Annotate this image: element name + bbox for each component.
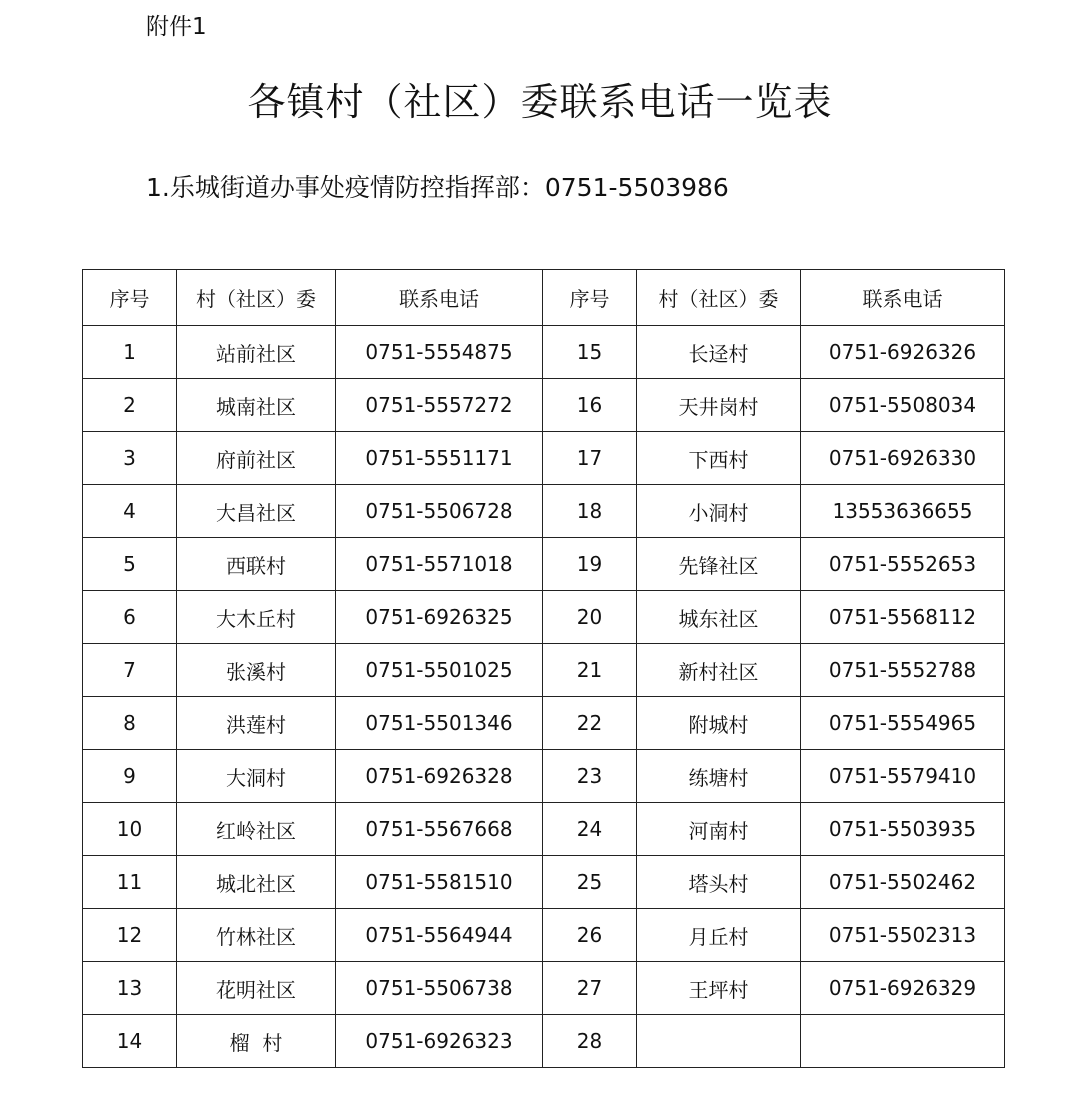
phone-cell: 0751-5564944 <box>336 909 543 962</box>
index-cell: 16 <box>543 379 637 432</box>
phone-cell: 0751-5551171 <box>336 432 543 485</box>
committee-cell: 府前社区 <box>177 432 336 485</box>
header-phone-left: 联系电话 <box>336 270 543 326</box>
index-cell: 12 <box>83 909 177 962</box>
phone-cell: 13553636655 <box>801 485 1005 538</box>
index-cell: 26 <box>543 909 637 962</box>
committee-cell: 站前社区 <box>177 326 336 379</box>
phone-cell: 0751-5571018 <box>336 538 543 591</box>
committee-cell: 大昌社区 <box>177 485 336 538</box>
phone-cell: 0751-5552788 <box>801 644 1005 697</box>
committee-cell: 小洞村 <box>637 485 801 538</box>
phone-cell: 0751-5568112 <box>801 591 1005 644</box>
committee-cell: 塔头村 <box>637 856 801 909</box>
index-cell: 3 <box>83 432 177 485</box>
committee-cell: 榴 村 <box>177 1015 336 1068</box>
index-cell: 19 <box>543 538 637 591</box>
table-row <box>83 591 1005 644</box>
phone-cell: 0751-5579410 <box>801 750 1005 803</box>
phone-cell: 0751-5502462 <box>801 856 1005 909</box>
index-cell: 11 <box>83 856 177 909</box>
phone-cell: 0751-5581510 <box>336 856 543 909</box>
phone-cell: 0751-5567668 <box>336 803 543 856</box>
contact-table <box>82 269 1005 1068</box>
index-cell: 2 <box>83 379 177 432</box>
table-row <box>83 750 1005 803</box>
committee-cell: 天井岗村 <box>637 379 801 432</box>
index-cell: 18 <box>543 485 637 538</box>
header-index-right: 序号 <box>543 270 637 326</box>
phone-cell: 0751-5501025 <box>336 644 543 697</box>
index-cell: 20 <box>543 591 637 644</box>
index-cell: 14 <box>83 1015 177 1068</box>
phone-cell: 0751-5554965 <box>801 697 1005 750</box>
committee-cell: 先锋社区 <box>637 538 801 591</box>
index-cell: 8 <box>83 697 177 750</box>
index-cell: 15 <box>543 326 637 379</box>
index-cell: 27 <box>543 962 637 1015</box>
phone-cell: 0751-6926328 <box>336 750 543 803</box>
committee-cell: 王坪村 <box>637 962 801 1015</box>
command-hotline: 1.乐城街道办事处疫情防控指挥部：0751-5503986 <box>146 173 729 202</box>
phone-cell: 0751-5503935 <box>801 803 1005 856</box>
table-row <box>83 432 1005 485</box>
committee-cell: 月丘村 <box>637 909 801 962</box>
table-row <box>83 803 1005 856</box>
table-row <box>83 379 1005 432</box>
phone-cell: 0751-5502313 <box>801 909 1005 962</box>
index-cell: 1 <box>83 326 177 379</box>
index-cell: 22 <box>543 697 637 750</box>
index-cell: 24 <box>543 803 637 856</box>
committee-cell: 大木丘村 <box>177 591 336 644</box>
table-row <box>83 856 1005 909</box>
table-row <box>83 485 1005 538</box>
phone-cell <box>801 1015 1005 1068</box>
index-cell: 21 <box>543 644 637 697</box>
phone-cell: 0751-6926329 <box>801 962 1005 1015</box>
phone-cell: 0751-5552653 <box>801 538 1005 591</box>
table-row <box>83 962 1005 1015</box>
committee-cell: 红岭社区 <box>177 803 336 856</box>
header-committee-right: 村（社区）委 <box>637 270 801 326</box>
committee-cell: 附城村 <box>637 697 801 750</box>
index-cell: 9 <box>83 750 177 803</box>
phone-cell: 0751-5501346 <box>336 697 543 750</box>
phone-cell: 0751-6926326 <box>801 326 1005 379</box>
table-row <box>83 644 1005 697</box>
table-row <box>83 538 1005 591</box>
committee-cell: 张溪村 <box>177 644 336 697</box>
index-cell: 23 <box>543 750 637 803</box>
table-body <box>83 326 1005 1068</box>
committee-cell: 竹林社区 <box>177 909 336 962</box>
phone-cell: 0751-6926330 <box>801 432 1005 485</box>
index-cell: 5 <box>83 538 177 591</box>
index-cell: 13 <box>83 962 177 1015</box>
committee-cell: 大洞村 <box>177 750 336 803</box>
header-index-left: 序号 <box>83 270 177 326</box>
committee-cell: 长迳村 <box>637 326 801 379</box>
phone-cell: 0751-5554875 <box>336 326 543 379</box>
index-cell: 28 <box>543 1015 637 1068</box>
table-row <box>83 1015 1005 1068</box>
committee-cell: 城东社区 <box>637 591 801 644</box>
phone-cell: 0751-5506728 <box>336 485 543 538</box>
committee-cell: 花明社区 <box>177 962 336 1015</box>
committee-cell: 新村社区 <box>637 644 801 697</box>
index-cell: 10 <box>83 803 177 856</box>
phone-cell: 0751-5508034 <box>801 379 1005 432</box>
committee-cell: 城北社区 <box>177 856 336 909</box>
header-phone-right: 联系电话 <box>801 270 1005 326</box>
committee-cell <box>637 1015 801 1068</box>
index-cell: 17 <box>543 432 637 485</box>
phone-cell: 0751-6926325 <box>336 591 543 644</box>
committee-cell: 河南村 <box>637 803 801 856</box>
committee-cell: 洪莲村 <box>177 697 336 750</box>
header-committee-left: 村（社区）委 <box>177 270 336 326</box>
committee-cell: 下西村 <box>637 432 801 485</box>
table-row <box>83 909 1005 962</box>
index-cell: 25 <box>543 856 637 909</box>
phone-cell: 0751-6926323 <box>336 1015 543 1068</box>
committee-cell: 西联村 <box>177 538 336 591</box>
index-cell: 7 <box>83 644 177 697</box>
index-cell: 6 <box>83 591 177 644</box>
table-header-row <box>83 270 1005 326</box>
committee-cell: 城南社区 <box>177 379 336 432</box>
committee-cell: 练塘村 <box>637 750 801 803</box>
page-title: 各镇村（社区）委联系电话一览表 <box>247 80 833 124</box>
index-cell: 4 <box>83 485 177 538</box>
attachment-label: 附件1 <box>146 14 207 40</box>
table-row <box>83 697 1005 750</box>
table-row <box>83 326 1005 379</box>
phone-cell: 0751-5557272 <box>336 379 543 432</box>
phone-cell: 0751-5506738 <box>336 962 543 1015</box>
